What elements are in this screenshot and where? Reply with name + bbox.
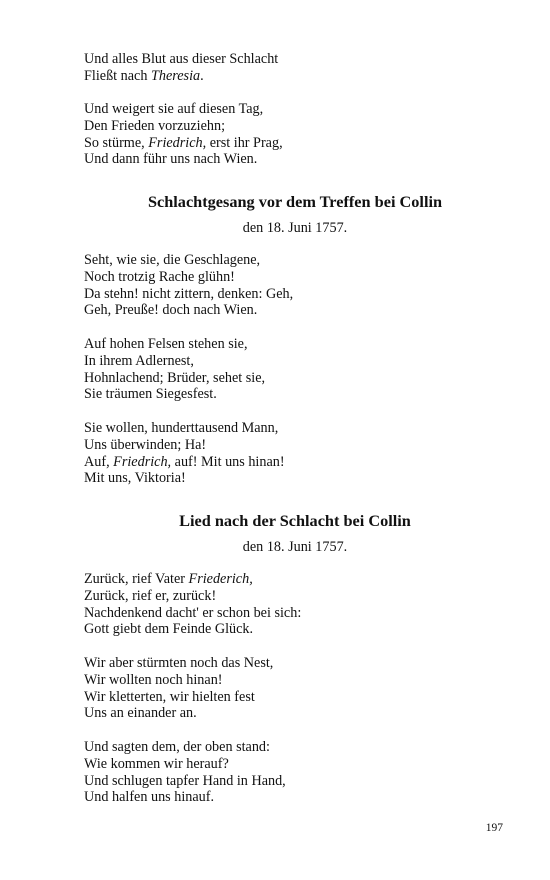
verse-line: Zurück, rief er, zurück! [84, 587, 217, 604]
verse-line: Wir aber stürmten noch das Nest, [84, 655, 274, 671]
stanza [84, 336, 484, 403]
verse-line: Auf, Friedrich, auf! Mit uns hinan! [84, 453, 285, 470]
poem-date: den 18. Juni 1757. [242, 220, 348, 236]
verse-line: Uns überwinden; Ha! [84, 436, 207, 453]
verse-line: Seht, wie sie, die Geschlagene, [84, 252, 261, 268]
stanza [84, 571, 484, 638]
verse-line: So stürme, Friedrich, erst ihr Prag, [84, 134, 283, 151]
verse-line: Noch trotzig Rache glühn! [84, 268, 235, 285]
verse-line: Nachdenkend dacht' er schon bei sich: [84, 604, 302, 621]
stanza [84, 101, 484, 168]
verse-line: Und dann führ uns nach Wien. [84, 151, 258, 168]
verse-line: Wir wollten noch hinan! [84, 671, 223, 688]
verse-line: Geh, Preuße! doch nach Wien. [84, 302, 258, 319]
verse-line: Und alles Blut aus dieser Schlacht [84, 51, 279, 67]
verse-line: Wie kommen wir herauf? [84, 755, 229, 772]
poem-title: Lied nach der Schlacht bei Collin [179, 511, 411, 530]
stanza [84, 739, 484, 806]
verse-line: Mit uns, Viktoria! [84, 470, 186, 487]
page-number: 197 [485, 822, 503, 834]
poem-date: den 18. Juni 1757. [242, 539, 348, 555]
stanza [84, 420, 484, 487]
stanza [84, 51, 484, 85]
verse-line: Gott giebt dem Feinde Glück. [84, 621, 254, 638]
verse-line: Fließt nach Theresia. [84, 67, 204, 84]
verse-line: Wir kletterten, wir hielten fest [84, 688, 255, 705]
verse-line: Auf hohen Felsen stehen sie, [84, 336, 248, 352]
verse-line: Sie wollen, hunderttausend Mann, [84, 420, 279, 436]
verse-line: Zurück, rief Vater Friederich, [84, 571, 253, 587]
verse-line: Da stehn! nicht zittern, denken: Geh, [84, 285, 294, 302]
verse-line: Den Frieden vorzuziehn; [84, 117, 226, 134]
verse-line: Und weigert sie auf diesen Tag, [84, 101, 264, 117]
poem-title: Schlachtgesang vor dem Treffen bei Collin [147, 192, 443, 211]
verse-line: In ihrem Adlernest, [84, 352, 194, 369]
verse-line: Uns an einander an. [84, 705, 197, 722]
verse-line: Sie träumen Siegesfest. [84, 386, 217, 403]
stanza [84, 655, 484, 722]
verse-line: Hohnlachend; Brüder, sehet sie, [84, 369, 266, 386]
verse-line: Und halfen uns hinauf. [84, 789, 215, 806]
verse-line: Und schlugen tapfer Hand in Hand, [84, 772, 286, 789]
verse-line: Und sagten dem, der oben stand: [84, 739, 270, 755]
stanza [84, 252, 484, 319]
